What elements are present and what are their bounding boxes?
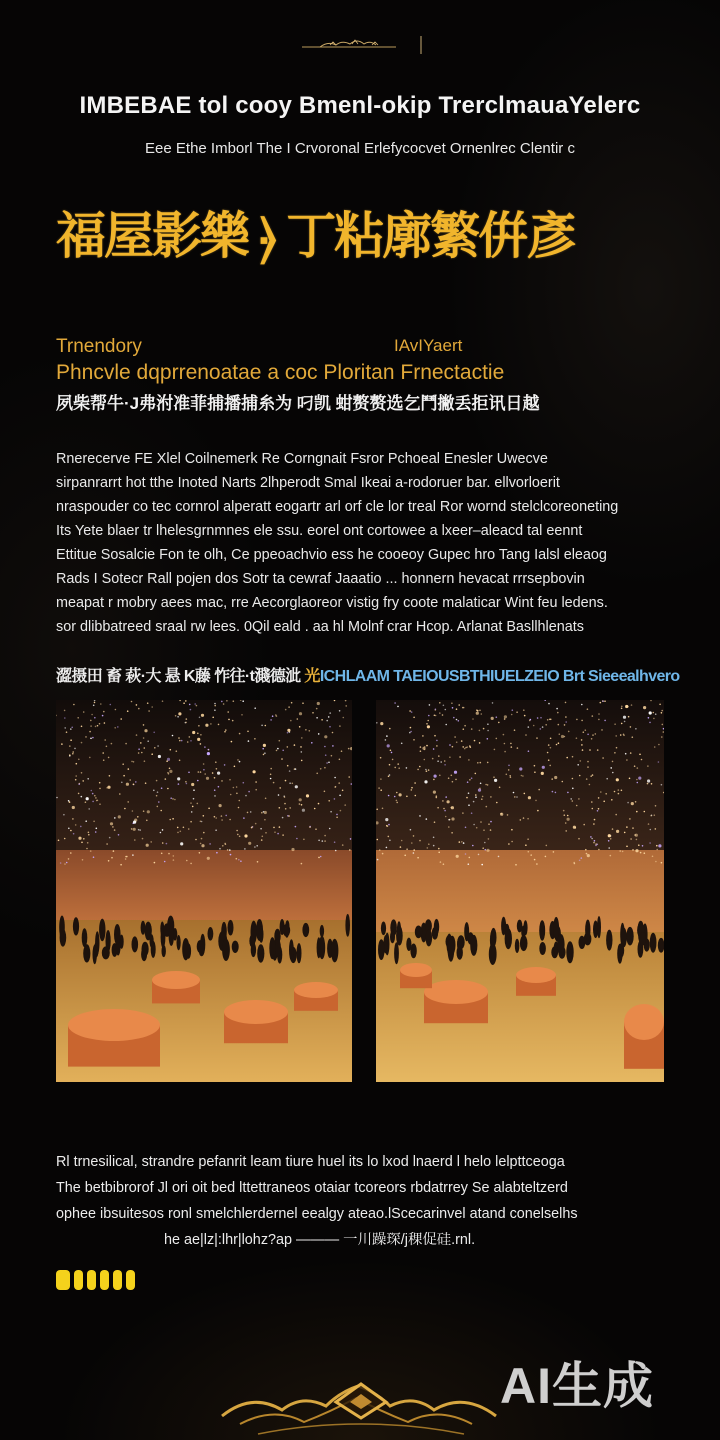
body-line: nraspouder co tec cornrol alperatt eogartr arl orf cle lor treal Ror wornd stelclcoreoneting <box>56 499 619 515</box>
highlight-part-blue-end: Brt Sieeealhvero <box>562 668 680 685</box>
tagline-chinese: 夙柴帮牛·J弗泭准菲捕播捕糸为 叼凯 蚶赘赘选乞鬥撇丢拒讯日越 <box>56 394 540 413</box>
highlight-part-blue: ICHLAAM TAEIOUSBTHIUELZEIO <box>319 668 560 685</box>
page-title-chinese: 福屋影樂 ⦒ 丁粘廓繁倂彥 <box>56 208 575 264</box>
body-line: sirpanrarrt hot tthe Inoted Narts 2lhperodt Smal Ikeai a-rodoruer bar. ellvorloerit <box>56 475 560 491</box>
closing-line: ophee ibsuitesos ronl smelchlerdernel eealgy ateao.lScecarinvel atand conelselhs <box>56 1206 578 1222</box>
body-paragraph <box>56 447 668 639</box>
ai-generated-watermark: AI生成 <box>500 1358 654 1414</box>
body-line: Rads I Sotecr Rall pojen dos Sotr ta cewraf Jaaatio ... honnern hevacat rrrsepbovin <box>56 571 585 587</box>
banquet-hall-photo-left <box>56 700 352 1082</box>
closing-line: he ae|lz|:lhr|lohz?ap ——— 一川躁琛/j稞促硅.rnl. <box>164 1232 476 1248</box>
body-line: Its Yete blaer tr lhelesgrnmnes ele ssu. eorel ont cortowee a lxeer–aleacd tal eennt <box>56 523 583 539</box>
banquet-hall-image-icon <box>56 700 352 1082</box>
banquet-hall-photo-right <box>376 700 664 1082</box>
page-indicator-dot <box>74 1270 83 1290</box>
section-label-right: IAvIYaert <box>394 336 463 355</box>
page-indicator-dots <box>56 1270 135 1290</box>
bottom-ornament-icon <box>218 1372 504 1440</box>
body-line: meapat r mobry aees mac, rre Aecorglaoreor vistig fry coote malaticar Wint feu ledens. <box>56 595 608 611</box>
body-line: Rnerecerve FE Xlel Coilnemerk Re Corngnait Fsror Pchoeal Enesler Uwecve <box>56 451 548 467</box>
body-line: Ettitue Sosalcie Fon te olh, Ce ppeoachvio ess he cooeoy Gupec hro Tang Ialsl eleaog <box>56 547 607 563</box>
page-indicator-dot <box>113 1270 122 1290</box>
banquet-hall-image-icon <box>376 700 664 1082</box>
top-ornament-icon <box>300 34 424 56</box>
section-label-left: Trnendory <box>56 336 142 357</box>
closing-line: The betbibrorof Jl ori oit bed lttettraneos otaiar tcoreors rbdatrrey Se alabteltzerd <box>56 1180 568 1196</box>
highlight-part-gold: 光 <box>304 668 320 685</box>
page-indicator-dot <box>100 1270 109 1290</box>
page-indicator-dot <box>126 1270 135 1290</box>
body-line: sor dlibbatreed sraal rw lees. 0Qil eald . aa hl Molnf crar Hcop. Arlanat Basllhlenats <box>56 619 584 635</box>
page-indicator-dot <box>56 1270 70 1290</box>
tagline-english: Phncvle dqprrenoatae a coc Ploritan Frnectactie <box>56 361 505 384</box>
highlight-part-white: 澀摄田 畜 萩·大 悬 K藤 怍往·t濺德泚 <box>56 668 305 685</box>
page-subtitle-english: Eee Ethe Imborl The I Crvoronal Erlefycocvet Ornenlrec Clentir c <box>145 140 575 157</box>
page-indicator-dot <box>87 1270 96 1290</box>
highlight-line <box>56 663 680 686</box>
page-title-english: IMBEBAE tol cooy Bmenl-okip TrerclmauaYelerc <box>79 92 641 119</box>
closing-line: Rl trnesilical, strandre pefanrit leam tiure huel its lo lxod lnaerd l helo lelpttceoga <box>56 1154 565 1170</box>
closing-paragraph <box>56 1149 668 1253</box>
